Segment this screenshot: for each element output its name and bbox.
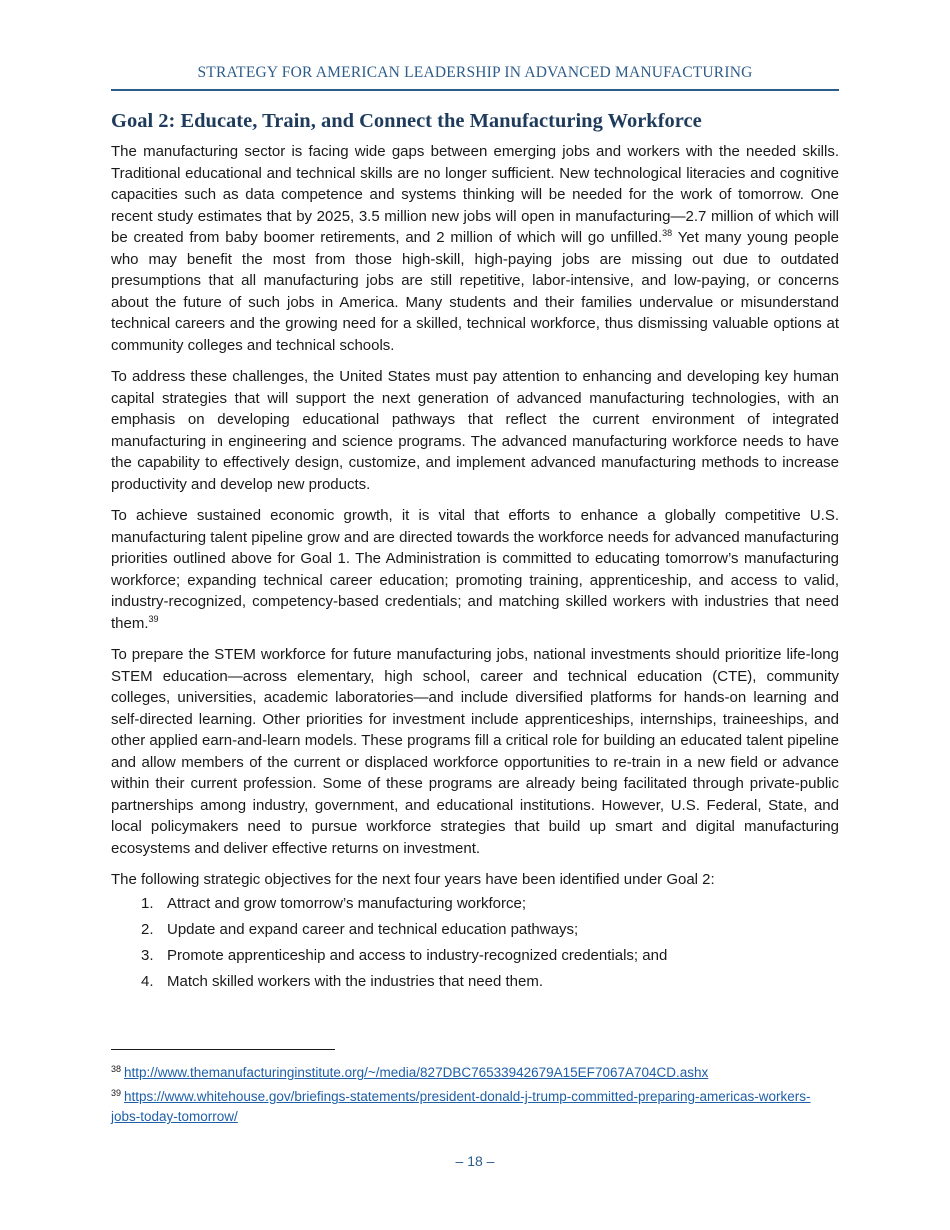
footnote-39 bbox=[111, 1083, 839, 1127]
running-header: STRATEGY FOR AMERICAN LEADERSHIP IN ADVANCED MANUFACTURING bbox=[197, 64, 753, 81]
list-item-number: 3. bbox=[141, 946, 154, 964]
footnotes bbox=[111, 1059, 839, 1127]
list-item bbox=[111, 969, 839, 995]
paragraph-1-part-a: The manufacturing sector is facing wide gaps between emerging jobs and workers with the needed skills. Traditional educational and technical skills are no longer sufficient. New technological literacies and cognitive capacities such as data competence and systems thinking will be needed for the work of tomorrow. One recent study estimates that by 2025, 3.5 million new jobs will open in manufacturing—2.7 million of which will be created from baby boomer retirements, and 2 million of which will go unfilled. bbox=[111, 143, 839, 246]
footnote-link-39[interactable]: https://www.whitehouse.gov/briefings-statements/president-donald-j-trump-committed-preparing-americas-workers-jobs-today-tomorrow/ bbox=[111, 1089, 811, 1124]
footnote-ref-39[interactable]: 39 bbox=[148, 613, 159, 624]
section-title: Goal 2: Educate, Train, and Connect the Manufacturing Workforce bbox=[111, 110, 702, 132]
objectives-list bbox=[111, 891, 839, 995]
footnote-number: 39 bbox=[111, 1088, 122, 1098]
paragraph-1 bbox=[111, 141, 839, 356]
list-item-text: Update and expand career and technical education pathways; bbox=[167, 920, 579, 938]
footnote-38 bbox=[111, 1059, 839, 1083]
footnote-number: 38 bbox=[111, 1064, 122, 1074]
footnote-ref-38[interactable]: 38 bbox=[662, 228, 673, 238]
list-item-text: Match skilled workers with the industries that need them. bbox=[167, 972, 544, 990]
list-item-text: Attract and grow tomorrow’s manufacturing workforce; bbox=[167, 894, 527, 912]
footnote-separator bbox=[111, 1049, 335, 1050]
list-item-text: Promote apprenticeship and access to industry-recognized credentials; and bbox=[167, 946, 668, 964]
header-rule bbox=[111, 89, 839, 91]
list-item bbox=[111, 943, 839, 969]
paragraph-4: To prepare the STEM workforce for future manufacturing jobs, national investments should prioritize life-long STEM education—across elementary, high school, career and technical education (CTE), community colleges, universities, academic laboratories—and include diversified platforms for hands-on learning and self-directed learning. Other priorities for investment include apprenticeships, internships, traineeships, and other applied earn-and-learn models. These programs fill a critical role for building an educated talent pipeline and allow members of the current or displaced workforce opportunities to re-train in a new field or advance within their current profession. Some of these programs are already being facilitated through private-public partnerships among industry, government, and educational institutions. However, U.S. Federal, State, and local policymakers need to pursue workforce strategies that build up smart and digital manufacturing ecosystems and deliver effective returns on investment. bbox=[111, 646, 839, 857]
paragraph-5: The following strategic objectives for the next four years have been identified under Goal 2: bbox=[111, 871, 715, 888]
list-item-number: 2. bbox=[141, 920, 154, 938]
list-item bbox=[111, 891, 839, 917]
list-item-number: 4. bbox=[141, 972, 154, 990]
list-item bbox=[111, 917, 839, 943]
main-content bbox=[111, 110, 839, 995]
paragraph-3 bbox=[111, 505, 839, 634]
list-item-number: 1. bbox=[141, 894, 154, 912]
paragraph-1-part-b: Yet many young people who may benefit the most from those high-skill, high-paying jobs are missing out due to outdated presumptions that all manufacturing jobs are still repetitive, labor-intensive, and low-paying, or concerns about the future of such jobs in America. Many students and their families undervalue or misunderstand technical careers and the growing need for a skilled, technical workforce, thus dismissing valuable options at community colleges and technical schools. bbox=[111, 229, 839, 354]
paragraph-2: To address these challenges, the United States must pay attention to enhancing and developing key human capital strategies that will support the next generation of advanced manufacturing technologies, with an emphasis on developing educational pathways that reflect the current environment of integrated manufacturing in engineering and science programs. The advanced manufacturing workforce needs to have the capability to effectively design, customize, and implement advanced manufacturing methods to increase productivity and develop new products. bbox=[111, 368, 839, 493]
paragraph-3-text: To achieve sustained economic growth, it is vital that efforts to enhance a globally competitive U.S. manufacturing talent pipeline grow and are directed towards the workforce needs for advanced manufacturing priorities outlined above for Goal 1. The Administration is committed to educating tomorrow’s manufacturing workforce; expanding technical career education; promoting training, apprenticeship, and access to valid, industry-recognized, competency-based credentials; and matching skilled workers with industries that need them. bbox=[111, 507, 839, 632]
footnote-link-38[interactable]: http://www.themanufacturinginstitute.org/~/media/827DBC76533942679A15EF7067A704CD.ashx bbox=[124, 1065, 709, 1080]
page-number: – 18 – bbox=[455, 1153, 495, 1169]
